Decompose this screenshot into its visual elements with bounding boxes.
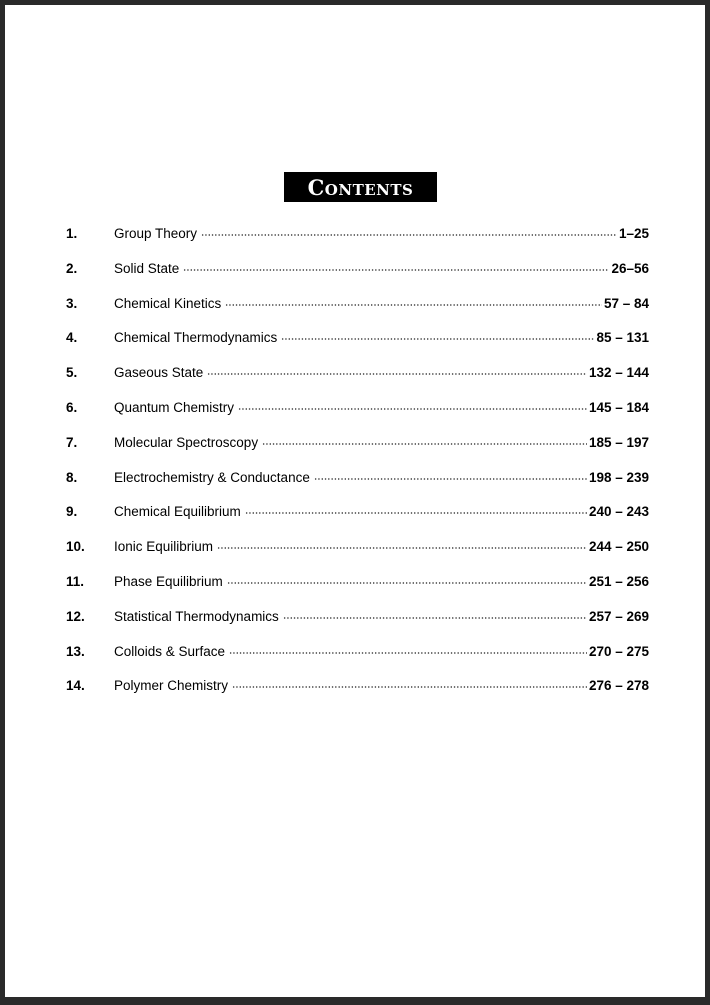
- toc-entry-2[interactable]: [66, 256, 649, 291]
- dot-leader: [201, 233, 617, 237]
- entry-pages: 198 – 239: [588, 469, 649, 485]
- entry-title: Molecular Spectroscopy: [114, 434, 259, 450]
- entry-pages: 185 – 197: [588, 434, 649, 450]
- document-page: [5, 5, 705, 997]
- entry-number: 8.: [66, 469, 78, 485]
- entry-number: 9.: [66, 504, 78, 520]
- entry-pages: 26–56: [611, 260, 649, 276]
- entry-pages: 244 – 250: [588, 539, 649, 555]
- dot-leader: [262, 442, 587, 446]
- entry-pages: 276 – 278: [588, 678, 649, 694]
- entry-title: Group Theory: [114, 226, 198, 241]
- dot-leader: [229, 651, 587, 655]
- dot-leader: [217, 546, 587, 550]
- dot-leader: [314, 477, 587, 481]
- dot-leader: [207, 372, 587, 376]
- entry-pages: 240 – 243: [588, 504, 649, 520]
- entry-number: 10.: [66, 539, 85, 555]
- toc-entry-14[interactable]: [66, 673, 649, 708]
- toc-entry-13[interactable]: [66, 639, 649, 674]
- entry-title: Chemical Equilibrium: [114, 504, 241, 520]
- toc-entry-3[interactable]: [66, 291, 649, 326]
- entry-title: Gaseous State: [114, 365, 204, 381]
- dot-leader: [283, 616, 587, 620]
- dot-leader: [225, 303, 602, 307]
- entry-number: 1.: [66, 226, 78, 241]
- entry-number: 13.: [66, 643, 85, 659]
- contents-heading: Contents: [284, 172, 437, 202]
- entry-title: Phase Equilibrium: [114, 573, 223, 589]
- entry-title: Ionic Equilibrium: [114, 539, 214, 555]
- entry-title: Electrochemistry & Conductance: [114, 469, 310, 485]
- toc-entry-7[interactable]: [66, 430, 649, 465]
- dot-leader: [281, 337, 594, 341]
- entry-title: Solid State: [114, 260, 180, 276]
- dot-leader: [232, 685, 587, 689]
- toc-entry-5[interactable]: [66, 360, 649, 395]
- entry-number: 7.: [66, 434, 78, 450]
- entry-pages: 1–25: [618, 226, 649, 241]
- dot-leader: [238, 407, 587, 411]
- entry-pages: 257 – 269: [588, 608, 649, 624]
- entry-title: Polymer Chemistry: [114, 678, 229, 694]
- toc-entry-4[interactable]: [66, 325, 649, 360]
- entry-number: 2.: [66, 260, 78, 276]
- toc-entry-12[interactable]: [66, 604, 649, 639]
- dot-leader: [245, 511, 587, 515]
- entry-number: 14.: [66, 678, 85, 694]
- entry-number: 12.: [66, 608, 85, 624]
- entry-number: 11.: [66, 573, 85, 589]
- entry-pages: 57 – 84: [603, 295, 649, 311]
- entry-pages: 132 – 144: [588, 365, 649, 381]
- dot-leader: [183, 268, 609, 272]
- toc-entry-11[interactable]: [66, 569, 649, 604]
- dot-leader: [227, 581, 587, 585]
- toc-entry-9[interactable]: [66, 499, 649, 534]
- table-of-contents: [66, 221, 649, 708]
- entry-pages: 270 – 275: [588, 643, 649, 659]
- entry-title: Colloids & Surface: [114, 643, 226, 659]
- entry-title: Quantum Chemistry: [114, 399, 235, 415]
- entry-title: Chemical Kinetics: [114, 295, 222, 311]
- toc-entry-6[interactable]: [66, 395, 649, 430]
- entry-title: Chemical Thermodynamics: [114, 330, 278, 346]
- entry-number: 4.: [66, 330, 78, 346]
- entry-number: 5.: [66, 365, 78, 381]
- entry-number: 6.: [66, 399, 78, 415]
- entry-pages: 145 – 184: [588, 399, 649, 415]
- entry-pages: 251 – 256: [588, 573, 649, 589]
- toc-entry-10[interactable]: [66, 534, 649, 569]
- toc-entry-8[interactable]: [66, 465, 649, 500]
- entry-number: 3.: [66, 295, 78, 311]
- toc-entry-1[interactable]: [66, 221, 649, 256]
- entry-title: Statistical Thermodynamics: [114, 608, 279, 624]
- entry-pages: 85 – 131: [596, 330, 649, 346]
